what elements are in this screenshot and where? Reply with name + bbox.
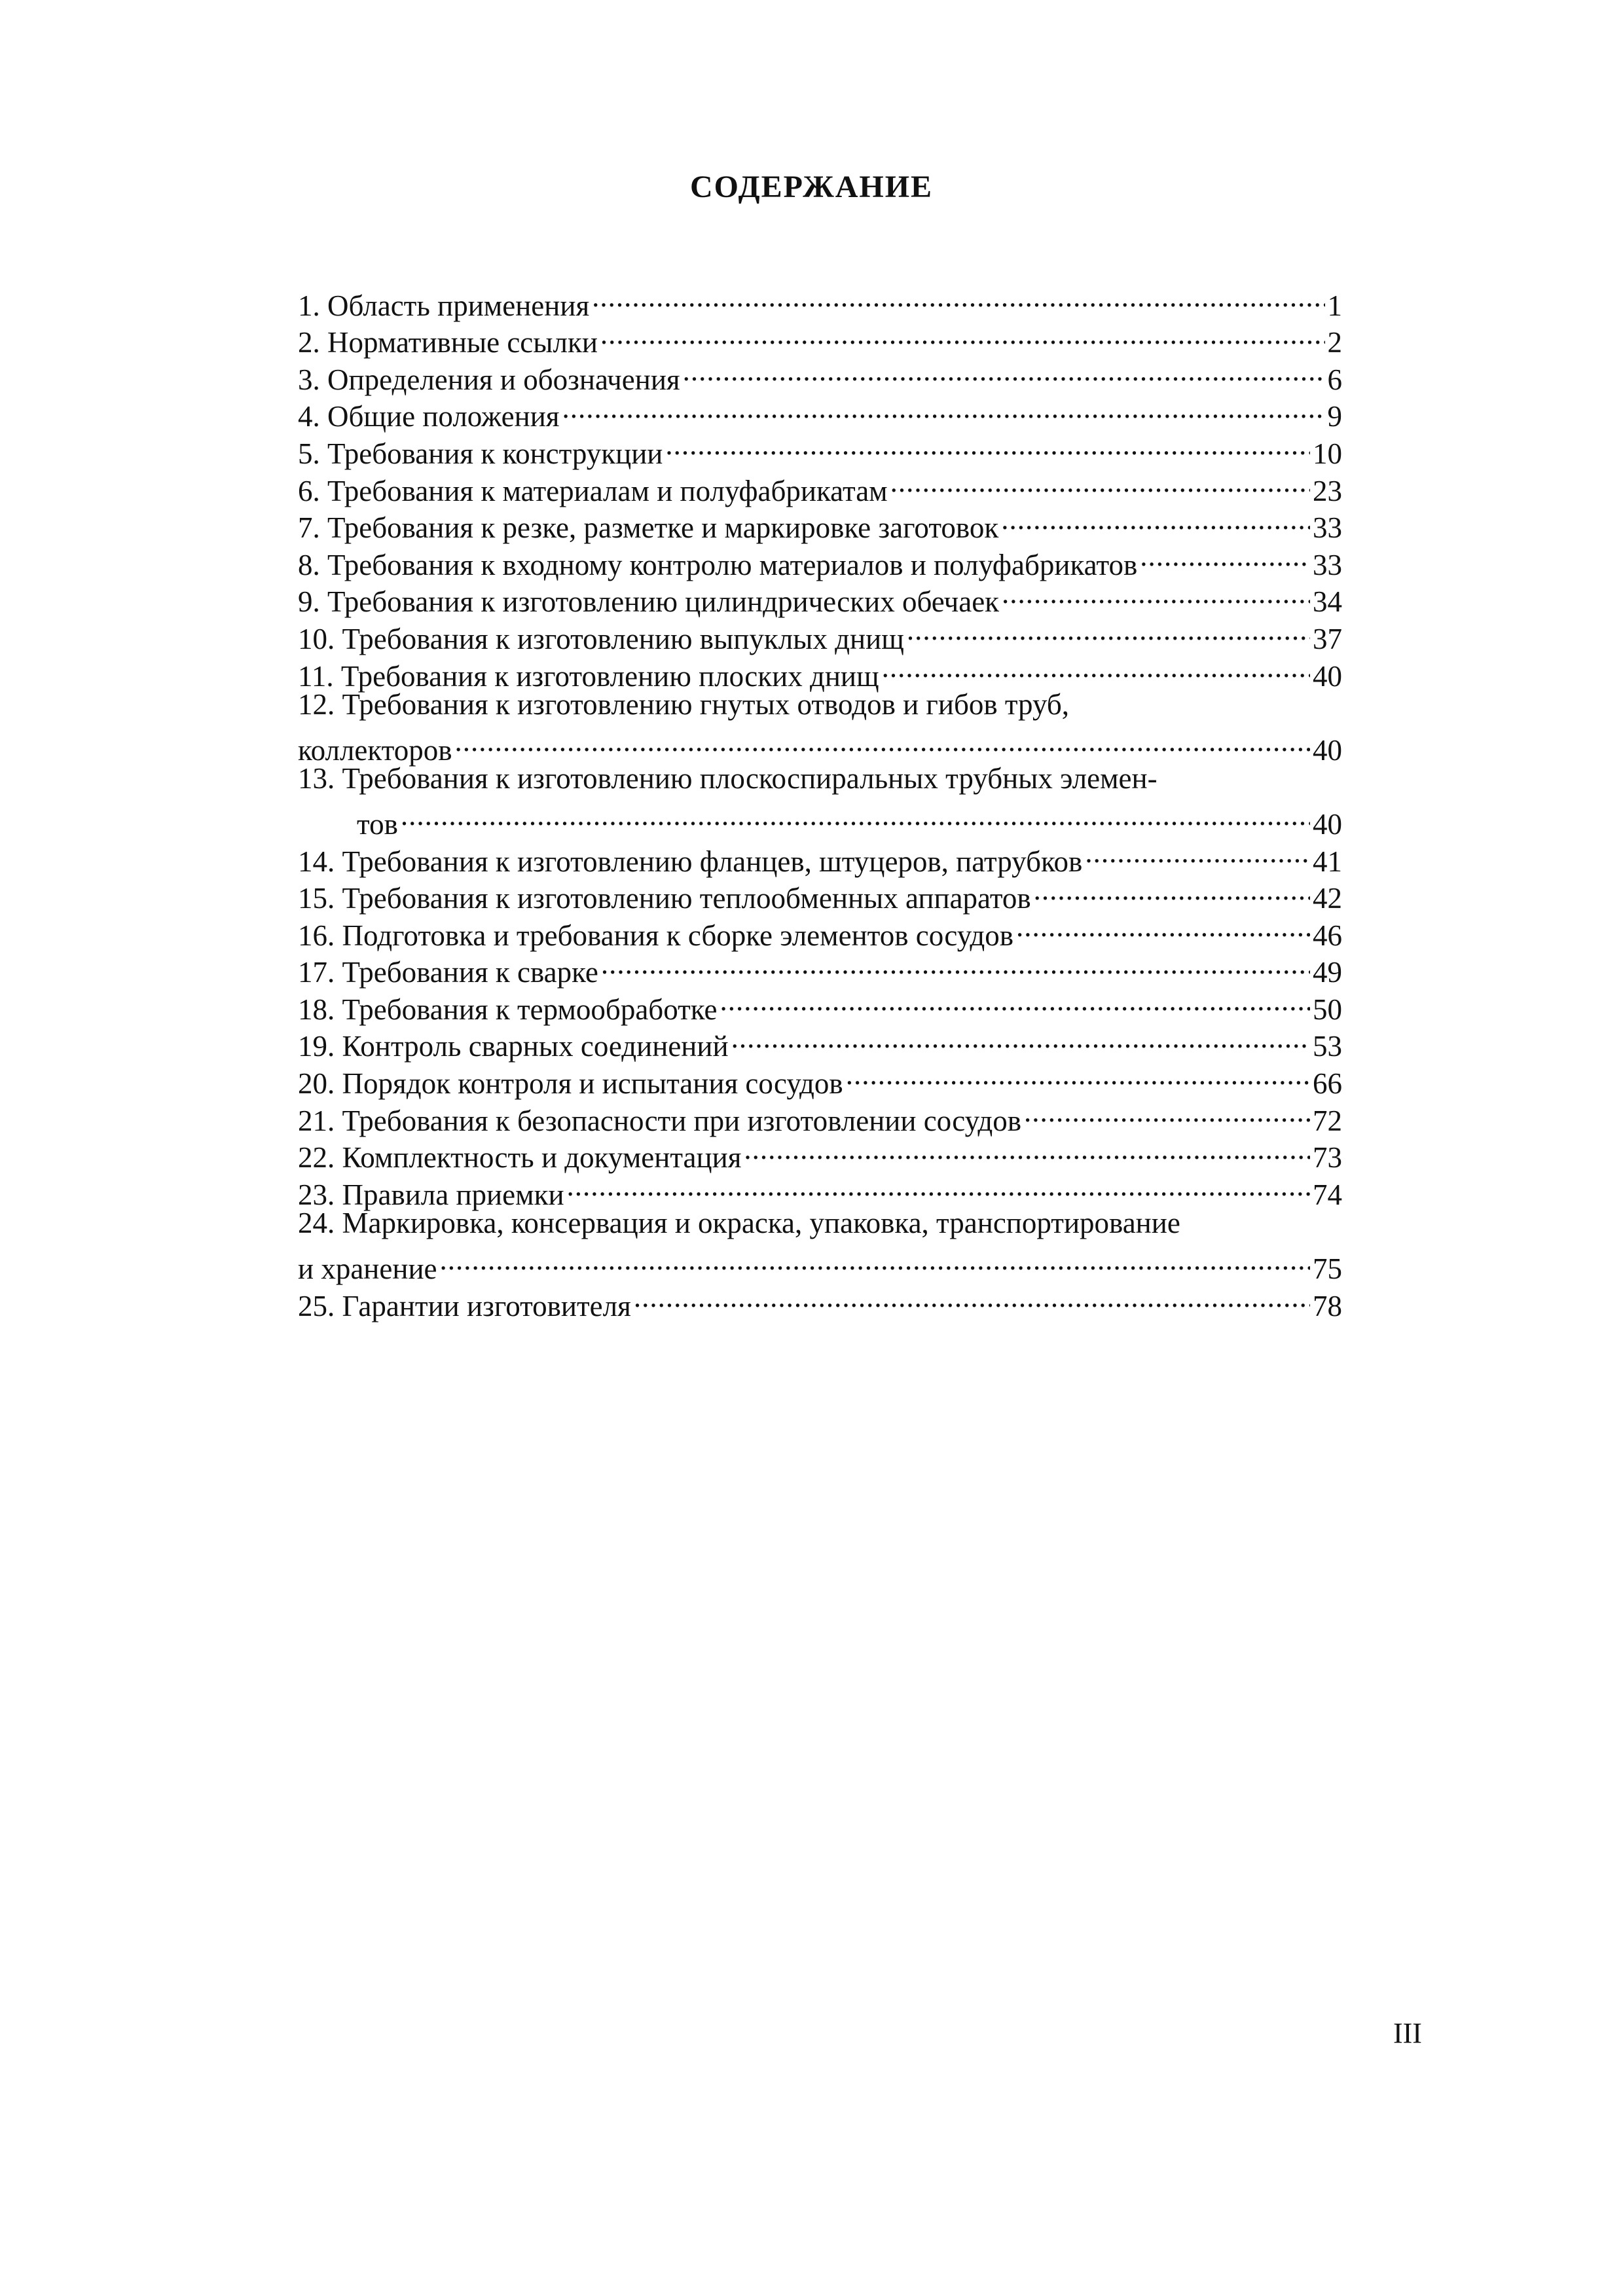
leader-dots: [598, 945, 1310, 983]
toc-entry-page: 50: [1313, 993, 1342, 1026]
toc-entry-label-cont: и хранение: [298, 1252, 437, 1286]
leader-dots: [589, 278, 1324, 316]
toc-entry-page: 49: [1313, 956, 1342, 989]
toc-entry-page: 46: [1313, 919, 1342, 952]
leader-dots: [398, 797, 1310, 834]
leader-dots: [598, 316, 1325, 353]
table-of-contents: [298, 278, 1342, 1322]
toc-entry-page: 41: [1313, 845, 1342, 878]
toc-entry-label-cont: тов: [357, 807, 398, 841]
toc-entry: [298, 278, 1342, 322]
leader-dots: [998, 501, 1310, 538]
toc-entry-label: 16. Подготовка и требования к сборке элементов сосудов: [298, 919, 1014, 952]
toc-entry-page: 1: [1327, 289, 1342, 322]
leader-dots: [1137, 538, 1310, 575]
leader-dots: [437, 1241, 1311, 1279]
toc-entry-page: 9: [1327, 400, 1342, 433]
toc-entry: [298, 834, 1342, 878]
toc-entry-label: 17. Требования к сварке: [298, 956, 598, 989]
leader-dots: [879, 649, 1310, 686]
leader-dots: [1031, 871, 1310, 909]
leader-dots: [631, 1279, 1310, 1316]
toc-entry-label: 7. Требования к резке, разметке и маркировке заготовок: [298, 511, 999, 545]
leader-dots: [560, 390, 1325, 427]
toc-entry-page: 74: [1313, 1178, 1342, 1211]
toc-entry-page: 78: [1313, 1289, 1342, 1322]
toc-entry-label: 15. Требования к изготовлению теплообменных аппаратов: [298, 882, 1031, 915]
toc-entry-page: 10: [1313, 437, 1342, 470]
toc-entry-label: 11. Требования к изготовлению плоских днищ: [298, 659, 879, 693]
leader-dots: [1021, 1093, 1310, 1131]
leader-dots: [1013, 908, 1310, 945]
toc-entry-page: 37: [1313, 622, 1342, 655]
leader-dots: [1082, 834, 1310, 871]
toc-entry-label: 25. Гарантии изготовителя: [298, 1289, 631, 1322]
toc-entry-page: 40: [1313, 659, 1342, 693]
toc-entry-label: 22. Комплектность и документация: [298, 1141, 742, 1175]
toc-entry-label: 12. Требования к изготовлению гнутых отводов и гибов труб,: [298, 687, 1070, 721]
leader-dots: [729, 1019, 1310, 1057]
toc-entry-label: 14. Требования к изготовлению фланцев, штуцеров, патрубков: [298, 845, 1083, 878]
toc-entry-page: 33: [1313, 511, 1342, 545]
toc-entry-page: 40: [1313, 807, 1342, 841]
toc-entry-label: 19. Контроль сварных соединений: [298, 1030, 729, 1063]
toc-entry-label-cont: коллекторов: [298, 733, 452, 767]
toc-entry-page: 23: [1313, 474, 1342, 507]
leader-dots: [904, 611, 1310, 649]
leader-dots: [888, 464, 1310, 501]
toc-entry-continuation: [298, 723, 1342, 767]
toc-entry-page: 2: [1327, 326, 1342, 359]
toc-entry-label: 2. Нормативные ссылки: [298, 326, 598, 359]
toc-entry-label: 8. Требования к входному контролю материалов и полуфабрикатов: [298, 548, 1138, 581]
toc-entry-page: 66: [1313, 1067, 1342, 1101]
toc-entry-page: 33: [1313, 548, 1342, 581]
toc-entry-continuation: [298, 797, 1342, 841]
page-number: III: [1393, 2017, 1422, 2049]
toc-entry-label: 3. Определения и обозначения: [298, 363, 680, 396]
toc-entry-label: 10. Требования к изготовлению выпуклых днищ: [298, 622, 904, 655]
leader-dots: [741, 1131, 1310, 1168]
toc-entry-label: 13. Требования к изготовлению плоскоспиральных трубных элемен-: [298, 761, 1158, 795]
leader-dots: [452, 723, 1310, 760]
toc-entry-page: 42: [1313, 882, 1342, 915]
toc-entry: [298, 1279, 1342, 1322]
leader-dots: [663, 426, 1310, 464]
leader-dots: [843, 1056, 1310, 1093]
toc-entry-label: 9. Требования к изготовлению цилиндрических обечаек: [298, 585, 1000, 619]
toc-entry-label: 20. Порядок контроля и испытания сосудов: [298, 1067, 843, 1101]
toc-entry-label: 24. Маркировка, консервация и окраска, упаковка, транспортирование: [298, 1206, 1180, 1239]
toc-entry-page: 40: [1313, 733, 1342, 767]
toc-entry-page: 72: [1313, 1104, 1342, 1137]
page-title: СОДЕРЖАНИЕ: [689, 170, 934, 204]
toc-entry-label: 1. Область применения: [298, 289, 590, 322]
toc-entry-page: 75: [1313, 1252, 1342, 1286]
toc-entry-label: 18. Требования к термообработке: [298, 993, 718, 1026]
toc-entry-label: 23. Правила приемки: [298, 1178, 564, 1211]
leader-dots: [564, 1167, 1310, 1205]
toc-entry-page: 73: [1313, 1141, 1342, 1175]
toc-entry-page: 53: [1313, 1030, 1342, 1063]
toc-entry-page: 34: [1313, 585, 1342, 619]
toc-entry-label: 4. Общие положения: [298, 400, 560, 433]
leader-dots: [999, 575, 1310, 612]
toc-entry: [298, 760, 1342, 797]
toc-entry-label: 5. Требования к конструкции: [298, 437, 663, 470]
leader-dots: [680, 352, 1325, 390]
toc-entry-page: 6: [1327, 363, 1342, 396]
toc-entry-label: 21. Требования к безопасности при изготовлении сосудов: [298, 1104, 1021, 1137]
leader-dots: [717, 982, 1310, 1019]
toc-entry-label: 6. Требования к материалам и полуфабрикатам: [298, 474, 888, 507]
toc-entry: [298, 686, 1342, 723]
toc-entry: [298, 1205, 1342, 1242]
toc-entry-continuation: [298, 1241, 1342, 1286]
